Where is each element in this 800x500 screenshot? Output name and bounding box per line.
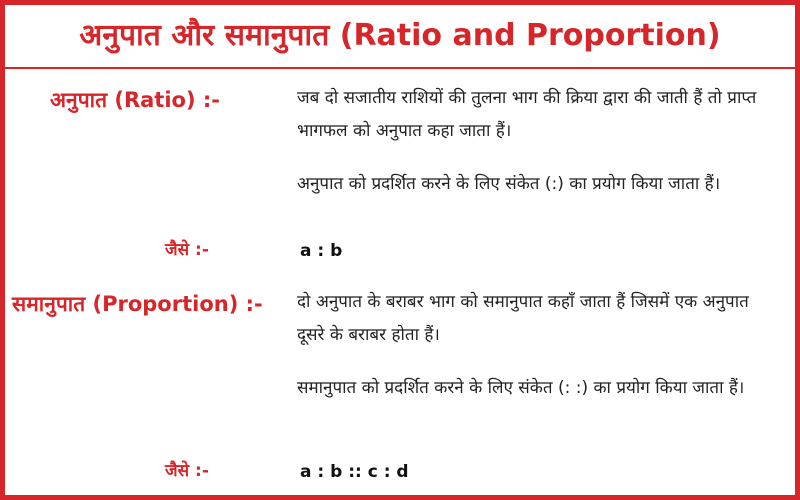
proportion-definition: दो अनुपात के बराबर भाग को समानुपात कहाँ जाता हैं जिसमें एक अनुपात दूसरे के बराबर होता हैं। [297, 292, 749, 345]
proportion-symbol-note: समानुपात को प्रदर्शित करने के लिए संकेत (: :) का प्रयोग किया जाता हैं। [297, 378, 745, 398]
ratio-symbol-note: अनुपात को प्रदर्शित करने के लिए संकेत (:) का प्रयोग किया जाता हैं। [297, 174, 721, 194]
ratio-example-label: जैसे :- [165, 240, 209, 260]
page-title: अनुपात और समानुपात (Ratio and Proportion) [5, 5, 795, 69]
proportion-example-label: जैसे :- [165, 461, 209, 481]
ratio-definition: जब दो सजातीय राशियों की तुलना भाग की क्रिया द्वारा की जाती हैं तो प्राप्त भागफल को अनुपात कहा जाता हैं। [297, 88, 757, 141]
ratio-heading: अनुपात (Ratio) :- [50, 88, 220, 112]
ratio-example: a : b [300, 241, 343, 261]
proportion-example: a : b :: c : d [300, 462, 409, 482]
proportion-heading: समानुपात (Proportion) :- [12, 292, 263, 316]
